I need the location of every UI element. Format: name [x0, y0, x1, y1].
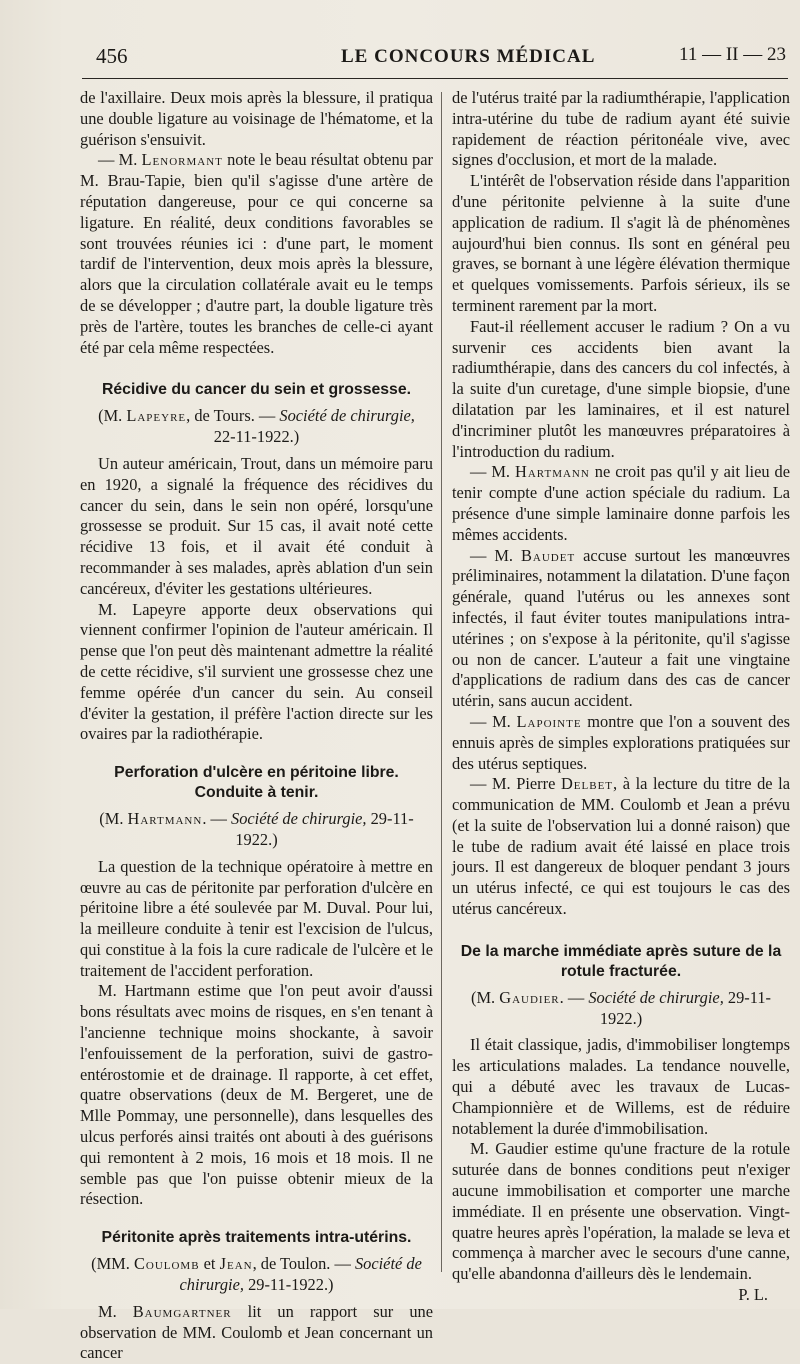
paragraph-text: note le beau résultat obtenu par M. Brau-Tapie, bien qu'il s'agisse d'une artère de réputation dangereuse, pour ce qui concerne sa ligature. En réalité, deux conditions favorables se sont trouvées réunies ici : d'une part, le moment tardif de l'intervention, deux mois après la blessure, alors que la circulation collatérale avait eu le temps de se développer ; d'autre part, la double ligature très près de l'artère, toutes les branches de celle-ci ayant été par cela même respectées. [80, 150, 433, 357]
ref-text: . — [559, 987, 589, 1007]
paragraph: Un auteur américain, Trout, dans un mémoire paru en 1920, a signalé la fréquence des récidives du cancer du sein, dans le sein non opéré, lorsqu'une grossesse se produit. Sur 15 cas, il avait noté cette récidive 13 fois, et il avait été conduit à recommander à ses malades, après ablation d'un sein cancéreux, d'éviter les gestations ultérieures. [80, 453, 433, 598]
author-name: Lapointe [516, 711, 582, 731]
paragraph-text: accuse surtout les manœuvres préliminaires, notamment la dilatation. D'une façon générale, quand l'utérus ou les annexes sont infectés, il faut éviter toutes manipulations intra-utérines ; on s'expose à la péritonite, qu'il s'agisse ou non de cancer. L'auteur a fait une vingtaine d'applications de radium dans des cas de cancer utérin, sans aucun accident. [452, 545, 790, 711]
dash: — M. [470, 462, 516, 482]
page-number: 456 [96, 44, 128, 68]
reference-line [80, 406, 433, 448]
reference-line [452, 988, 790, 1030]
author-name: Lapeyre [126, 406, 187, 426]
paragraph [80, 1302, 433, 1364]
ref-open: (MM. [91, 1254, 134, 1274]
paragraph: M. Hartmann estime que l'on peut avoir d'aussi bons résultats avec moins de risques, en s'en tenant à l'ancienne technique moins shockante, à savoir l'enfouissement de la perforation, suivi de gastro-entérostomie et de drainage. Il rapporte, à cet effet, quatre observations (deux de M. Bergeret, une de Mlle Pommay, une personnelle), dans lesquelles des ulcus perforés ainsi traités ont abouti à des guérisons qui remontent à 2 mois, 16 mois et 18 mois. Il ne semble pas que l'on puisse obtenir mieux de la résection. [80, 981, 433, 1209]
issue-date: 11 — II — 23 [679, 44, 786, 65]
paragraph: M. Gaudier estime qu'une fracture de la rotule suturée dans de bonnes conditions peut n'exiger aucune immobilisation et comporter une marche immédiate. Il en présente une observation. Vingt-quatre heures après l'opération, la malade se leva et commença à marcher avec le secours d'une canne, qu'elle abandonna d'ailleurs dès le lendemain. [452, 1139, 790, 1284]
paragraph-text: , à la lecture du titre de la communication de MM. Coulomb et Jean a prévu (et la suite de l'observation lui a donné raison) que le tube de radium avait été laissé en place trois jours. Il est dangereux de bloquer pendant 3 jours un utérus infecté, ce qui est toujours le cas des utérus cancéreux. [452, 774, 790, 919]
ref-open: (M. [471, 987, 500, 1007]
ref-open: (M. [98, 406, 127, 426]
ref-date: 29-11-1922.) [243, 1275, 334, 1295]
paragraph: Faut-il réellement accuser le radium ? On a vu survenir ces accidents bien avant la radiumthérapie, dans des cancers du col infectés, à la suite d'un curetage, d'une simple biopsie, d'une dilatation par les laminaires, et il est naturel d'incriminer plutôt les manœuvres préparatoires à l'introduction du radium. [452, 316, 790, 461]
society-name: Société de chirurgie, [179, 1254, 422, 1295]
paragraph [452, 546, 790, 712]
author-name: Baumgartner [132, 1301, 232, 1321]
paragraph [80, 150, 433, 358]
author-name: Delbet [560, 774, 614, 794]
reference-line [80, 809, 433, 851]
column-divider [441, 92, 442, 1272]
paragraph-text: montre que l'on a souvent des ennuis après de simples explorations pratiquées sur des utérus septiques. [452, 711, 790, 773]
right-column [452, 88, 790, 1306]
paragraph: L'intérêt de l'observation réside dans l'apparition d'une péritonite pelvienne à la suite d'une application de radium. Il s'agit là de phénomènes aujourd'hui bien connus. Ils sont en général peu graves, se bornant à une légère élévation thermique et quelques vomissements. Parfois sérieux, ils se terminent rarement par la mort. [452, 171, 790, 315]
society-name: Société de chirurgie, [231, 809, 367, 829]
section-heading: Récidive du cancer du sein et grossesse. [101, 381, 412, 399]
left-column [80, 88, 433, 1364]
ref-date: 29-11-1922.) [235, 809, 414, 849]
section-heading: Perforation d'ulcère en péritoine libre. Conduite à tenir. [114, 764, 399, 802]
paragraph: La question de la technique opératoire à mettre en œuvre au cas de péritonite par perforation d'ulcère en péritoine libre a été soulevée par M. Duval. Pour lui, la meilleure conduite à tenir est l'excision de l'ulcus, qui constitue à la fois la cure radicale de l'ulcère et le traitement de l'accident perforation. [80, 856, 433, 980]
author-name: Hartmann [515, 462, 590, 482]
paragraph-text: lit un rapport sur une observation de MM. Coulomb et Jean concernant un cancer [80, 1301, 433, 1363]
section-heading: Péritonite après traitements intra-utérins. [101, 1229, 412, 1247]
paragraph: de l'utérus traité par la radiumthérapie, l'application intra-utérine du tube de radium ayant été suivie rapidement de réaction péritonéale vive, avec signes d'occlusion, et mort de la malade. [452, 88, 790, 170]
author-name: Lenormant [141, 150, 223, 170]
paragraph: Il était classique, jadis, d'immobiliser longtemps les articulations malades. La tendance nouvelle, qui a débuté avec les travaux de Lucas-Championnière et de Willems, est de réduire notablement la durée d'immobilisation. [452, 1035, 790, 1138]
author-name: Jean [219, 1254, 253, 1274]
ref-text: , de Toulon. — [252, 1254, 355, 1274]
section-heading: De la marche immédiate après suture de la rotule fracturée. [460, 942, 782, 980]
header-rule [82, 78, 788, 79]
paragraph [452, 462, 790, 545]
paragraph-text: M. [98, 1301, 133, 1321]
ref-text: et [199, 1254, 220, 1274]
paragraph: de l'axillaire. Deux mois après la blessure, il pratiqua une double ligature au voisinage de l'hématome, et la guérison s'ensuivit. [80, 88, 433, 149]
ref-text: , de Tours. — [186, 406, 280, 426]
society-name: Société de chirurgie, [588, 987, 724, 1007]
paragraph [452, 712, 790, 774]
paragraph-text: ne croit pas qu'il y ait lieu de tenir compte d'une action spéciale du radium. La présence d'une simple laminaire donne parfois les mêmes accidents. [452, 462, 791, 544]
journal-title: LE CONCOURS MÉDICAL [341, 46, 596, 67]
dash: — M. [470, 545, 521, 565]
reference-line [80, 1254, 433, 1296]
author-name: Gaudier [499, 987, 560, 1007]
paragraph [452, 774, 790, 920]
signature: P. L. [738, 1285, 768, 1305]
ref-open: (M. [99, 809, 128, 829]
dash: — M. [470, 711, 517, 731]
author-name: Baudet [520, 545, 576, 565]
ref-date: 22-11-1922.) [213, 427, 300, 447]
author-name: Coulomb [133, 1254, 200, 1274]
society-name: Société de chirurgie, [279, 406, 415, 426]
dash: — M. Pierre [470, 774, 561, 794]
paragraph: M. Lapeyre apporte deux observations qui viennent confirmer l'opinion de l'auteur américain. Il pense que l'on peut dès maintenant admettre la réalité de cette récidive, s'il survient une grossesse chez une femme opérée d'un cancer du sein. Au conseil d'éviter la gestation, il préfère l'action directe sur les ovaires par la radiothérapie. [80, 599, 433, 744]
page-header [96, 44, 786, 74]
dash: — M. [98, 150, 142, 170]
ref-text: . — [202, 809, 232, 829]
ref-date: 29-11-1922.) [599, 987, 771, 1028]
author-name: Hartmann [127, 809, 203, 829]
